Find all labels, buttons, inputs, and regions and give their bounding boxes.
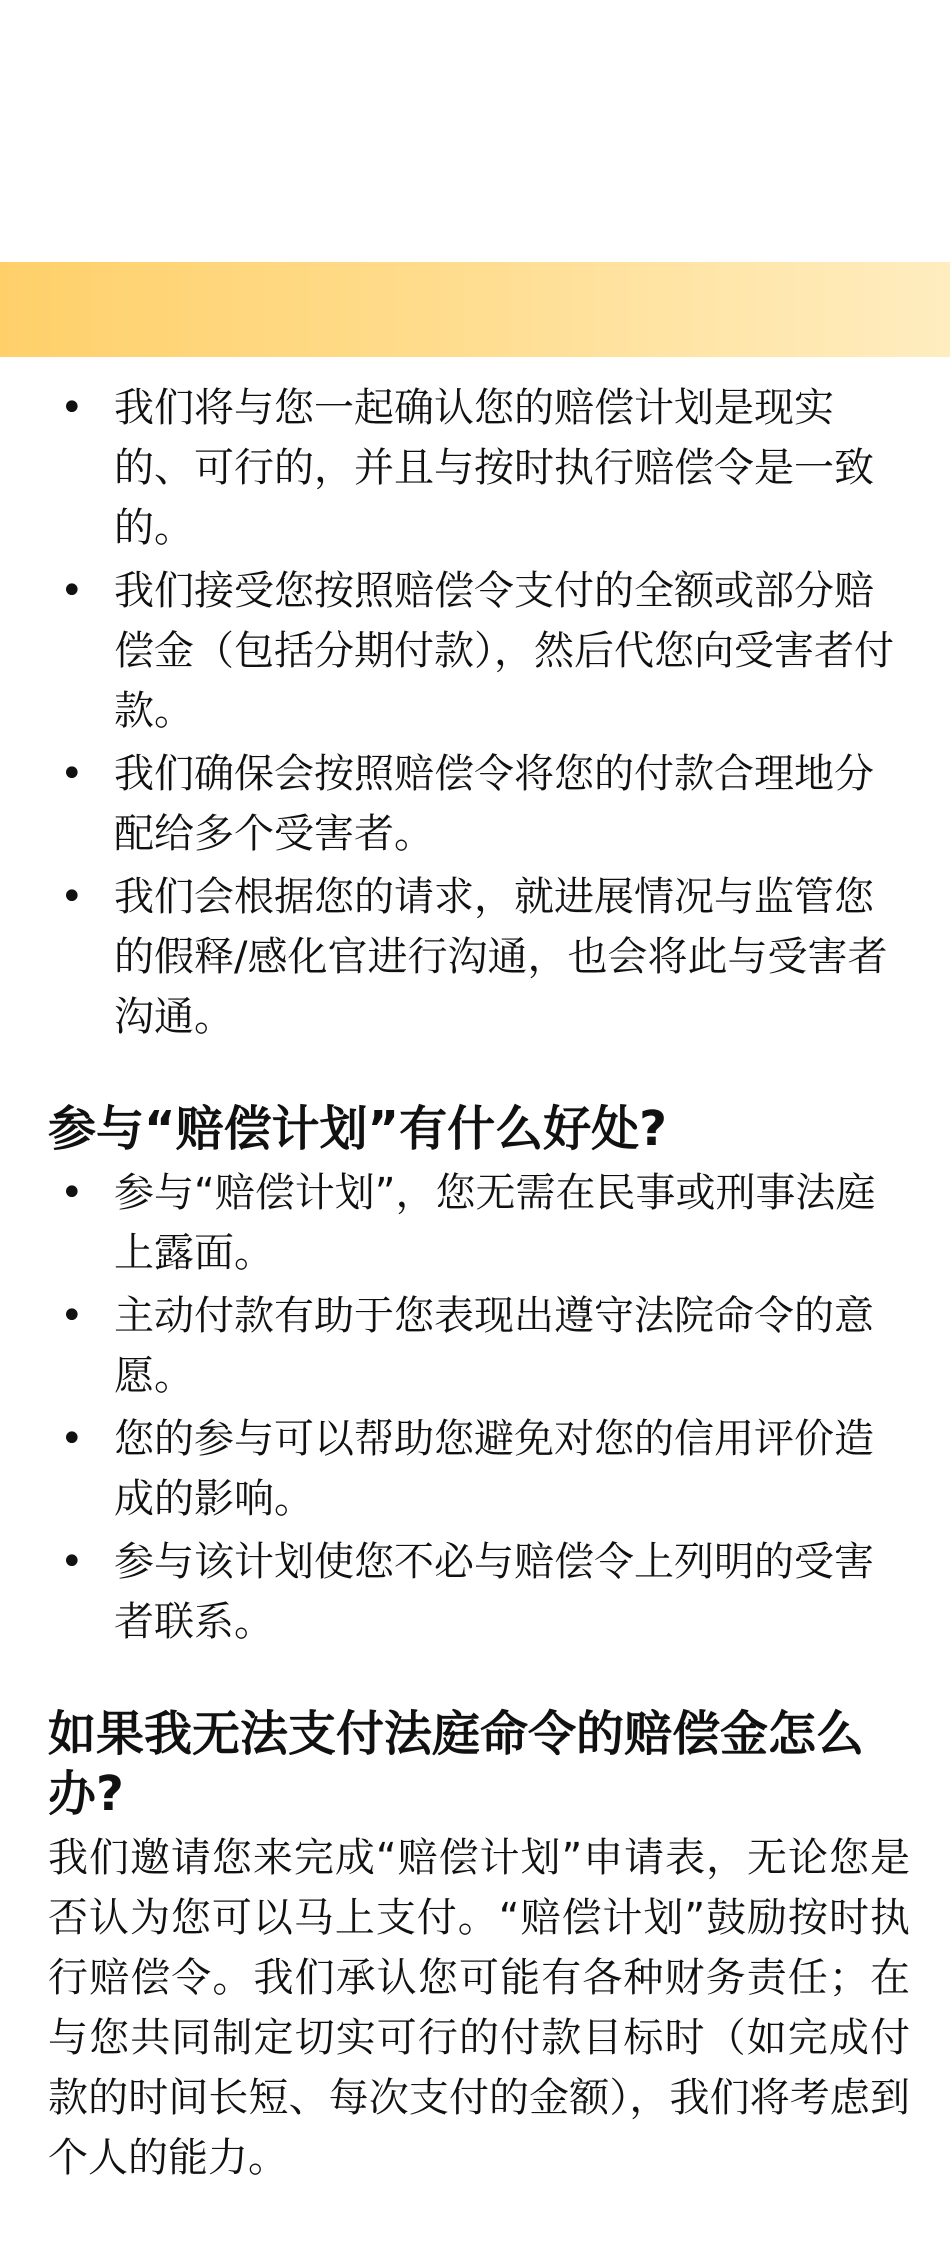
bullet-icon: •	[60, 751, 84, 797]
list-item	[48, 867, 910, 1047]
benefits-heading: 参与“赔偿计划”有什么好处?	[48, 1101, 667, 1157]
list-item-text: 主动付款有助于您表现出遵守法院命令的意愿。	[114, 1293, 874, 1399]
list-item-text: 参与“赔偿计划”，您无需在民事或刑事法庭上露面。	[114, 1170, 876, 1276]
benefits-bullet-list	[48, 1163, 910, 1652]
list-item	[48, 1163, 910, 1283]
list-item-text: 我们接受您按照赔偿令支付的全额或部分赔偿金（包括分期付款），然后代您向受害者付款。	[114, 568, 894, 734]
list-item	[48, 744, 910, 864]
cannot-pay-heading: 如果我无法支付法庭命令的赔偿金怎么办?	[48, 1706, 865, 1822]
list-item-text: 参与该计划使您不必与赔偿令上列明的受害者联系。	[114, 1539, 874, 1645]
bullet-icon: •	[60, 1416, 84, 1462]
list-item	[48, 561, 910, 741]
cannot-pay-paragraph: 我们邀请您来完成“赔偿计划”申请表，无论您是否认为您可以马上支付。“赔偿计划”鼓励按时执行赔偿令。我们承认您可能有各种财务责任；在与您共同制定切实可行的付款目标时（如完成付款的时间长短、每次支付的金额），我们将考虑到个人的能力。	[48, 1835, 910, 2181]
list-item	[48, 1409, 910, 1529]
list-item	[48, 378, 910, 558]
list-item-text: 我们将与您一起确认您的赔偿计划是现实的、可行的，并且与按时执行赔偿令是一致的。	[114, 385, 874, 551]
list-item-text: 您的参与可以帮助您避免对您的信用评价造成的影响。	[114, 1416, 874, 1522]
bullet-icon: •	[60, 874, 84, 920]
list-item-text: 我们会根据您的请求，就进展情况与监管您的假释/感化官进行沟通，也会将此与受害者沟通。	[114, 874, 888, 1040]
main-content	[48, 378, 910, 2188]
list-item	[48, 1532, 910, 1652]
list-item	[48, 1286, 910, 1406]
decorative-banner	[0, 262, 950, 357]
bullet-icon: •	[60, 568, 84, 614]
bullet-icon: •	[60, 1293, 84, 1339]
list-item-text: 我们确保会按照赔偿令将您的付款合理地分配给多个受害者。	[114, 751, 874, 857]
intro-bullet-list	[48, 378, 910, 1047]
bullet-icon: •	[60, 1170, 84, 1216]
bullet-icon: •	[60, 385, 84, 431]
bullet-icon: •	[60, 1539, 84, 1585]
